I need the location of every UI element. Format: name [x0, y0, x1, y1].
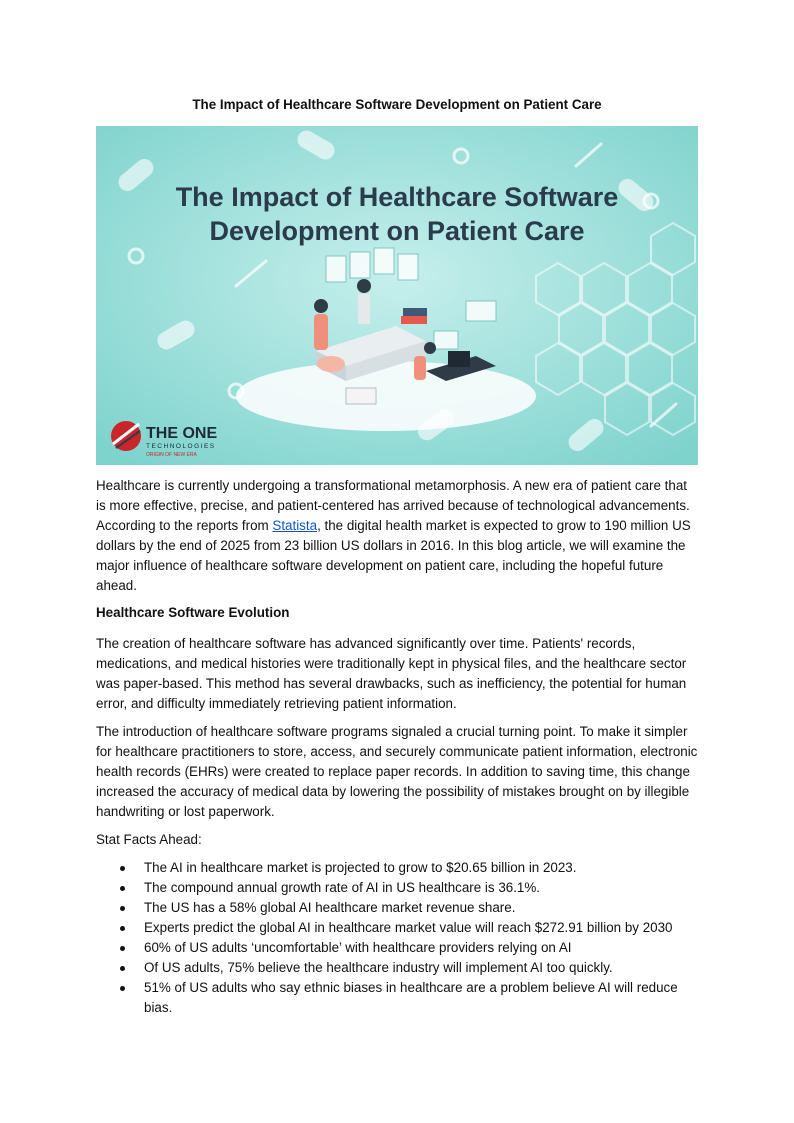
evolution-paragraph-2: The introduction of healthcare software programs signaled a crucial turning point. To make it simpler for healthcare practitioners to store, access, and securely communicate patient information, electronic health records (EHRs) were created to replace paper records. In addition to saving time, this change increased the accuracy of medical data by lowering the possibility of mistakes brought on by illegible handwriting or lost paperwork.	[96, 724, 698, 819]
list-item: 51% of US adults who say ethnic biases in healthcare are a problem believe AI will reduce bias.	[96, 978, 698, 1018]
list-item: The AI in healthcare market is projected to grow to $20.65 billion in 2023.	[96, 858, 698, 878]
list-item: The compound annual growth rate of AI in US healthcare is 36.1%.	[96, 878, 698, 898]
hero-banner-image	[96, 126, 698, 465]
list-item: 60% of US adults ‘uncomfortable’ with healthcare providers relying on AI	[96, 938, 698, 958]
logo-name: THE ONE	[146, 425, 218, 442]
logo-subtitle: TECHNOLOGIES	[146, 443, 216, 450]
document-title: The Impact of Healthcare Software Development on Patient Care	[192, 97, 602, 112]
intro-text-after: , the digital health market is expected to grow to 190 million US dollars by the end of 2025 from 23 billion US dollars in 2016. In this blog article, we will examine the major influence of healthcare software development on patient care, including the hopeful future ahead.	[96, 518, 691, 593]
evolution-paragraph-1: The creation of healthcare software has advanced significantly over time. Patients' records, medications, and medical histories were traditionally kept in physical files, and the healthcare sector was paper-based. This method has several drawbacks, such as inefficiency, the potential for human error, and difficulty immediately retrieving patient information.	[96, 636, 687, 711]
logo-tagline: ORIGIN OF NEW ERA	[146, 452, 197, 458]
list-item: Experts predict the global AI in healthcare market value will reach $272.91 billion by 2030	[96, 918, 698, 938]
hero-headline-line2: Development on Patient Care	[209, 216, 585, 246]
stat-facts-list	[96, 858, 698, 1018]
list-item: Of US adults, 75% believe the healthcare industry will implement AI too quickly.	[96, 958, 698, 978]
list-item: The US has a 58% global AI healthcare market revenue share.	[96, 898, 698, 918]
section-heading-evolution: Healthcare Software Evolution	[96, 605, 290, 620]
stat-facts-label: Stat Facts Ahead:	[96, 832, 202, 847]
intro-paragraph	[96, 476, 698, 596]
intro-text-before: Healthcare is currently undergoing a transformational metamorphosis. A new era of patient care that is more effective, precise, and patient-centered has arrived because of technological advancements. According to the reports from	[96, 478, 690, 533]
hero-headline-line1: The Impact of Healthcare Software	[175, 182, 619, 212]
statista-link[interactable]: Statista	[272, 518, 318, 533]
